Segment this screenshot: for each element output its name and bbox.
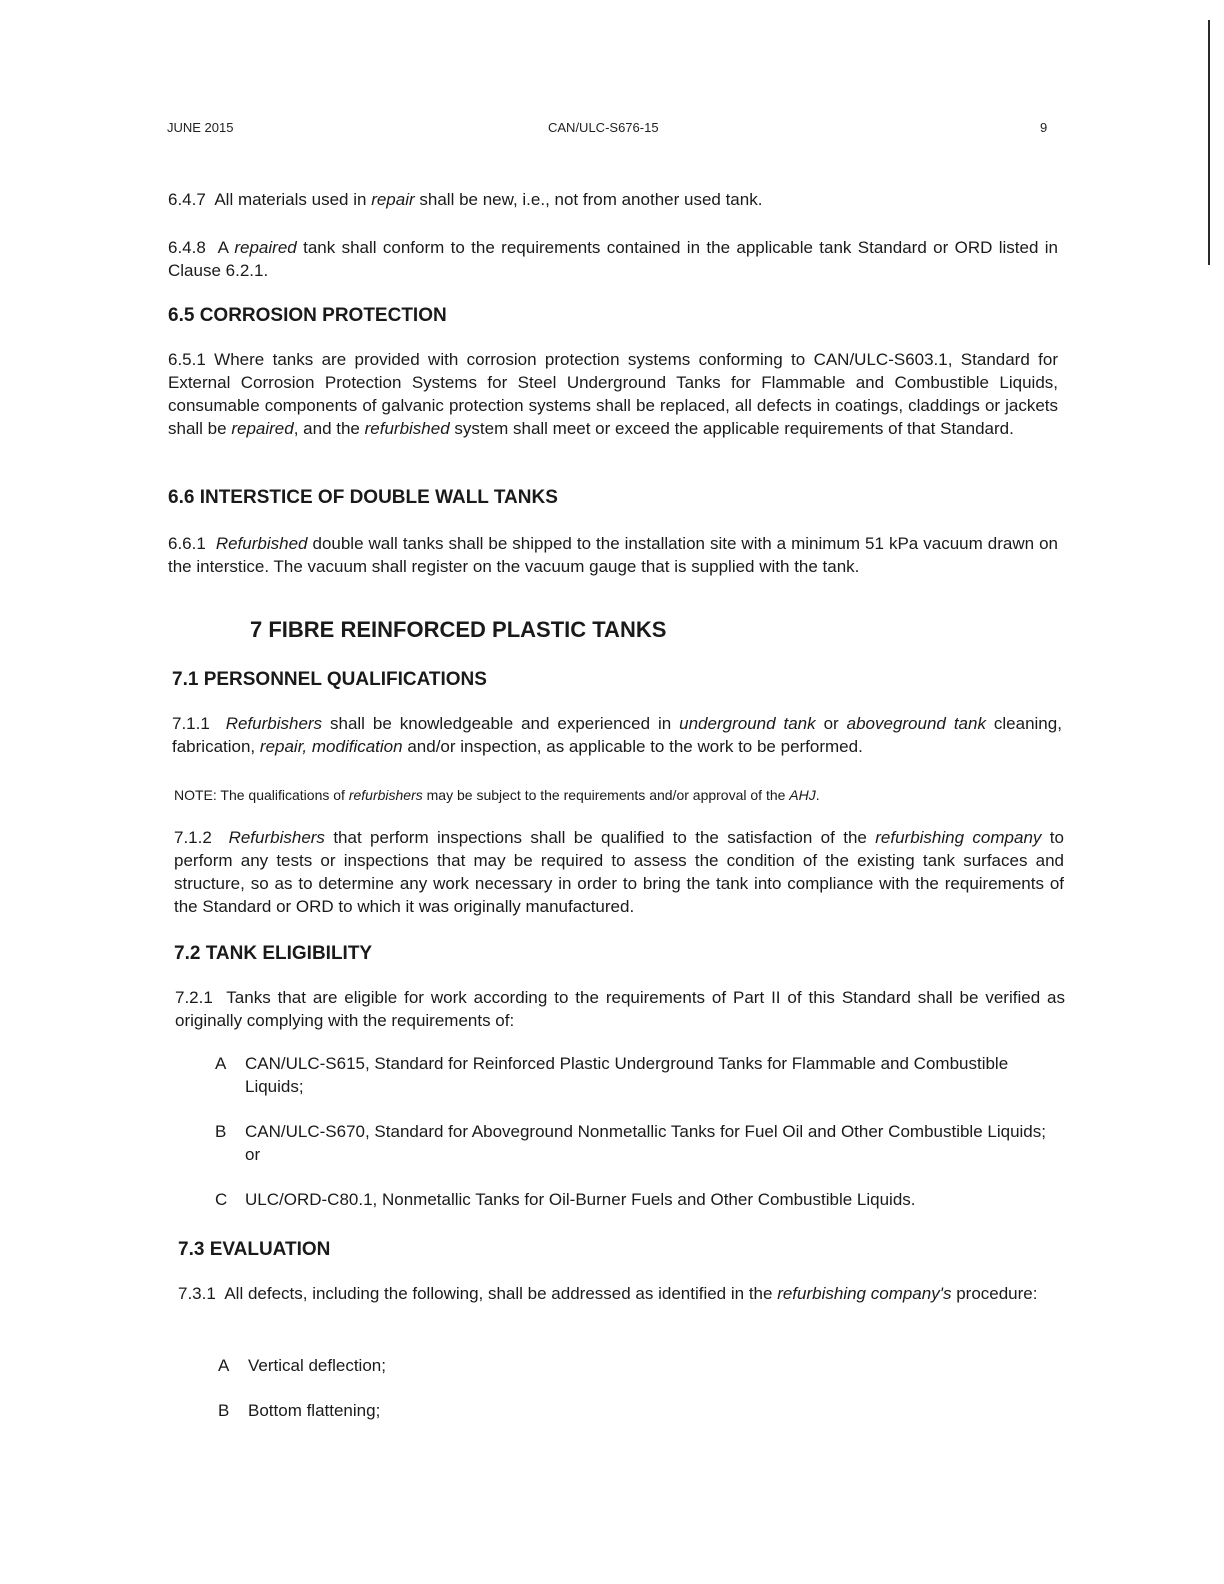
clause-7-1-2: 7.1.2 Refurbishers that perform inspections shall be qualified to the satisfaction of the refurbishing company to perform any tests or inspections that may be required to assess the condition of the existing tank surfaces and structure, so as to determine any work necessary in order to bring the tank into compliance with the requirements of the Standard or ORD to which it was originally manufactured. [174, 828, 1064, 916]
scan-edge-line [1208, 20, 1210, 265]
clause-6-4-8: 6.4.8 A repaired tank shall conform to the requirements contained in the applicable tank Standard or ORD listed in Clause 6.2.1. [168, 238, 1058, 280]
clause-7-2-1: 7.2.1 Tanks that are eligible for work according to the requirements of Part II of this Standard shall be verified as originally complying with the requirements of: [175, 988, 1066, 1030]
list-item: B Bottom flattening; [218, 1401, 381, 1420]
note-7-1: NOTE: The qualifications of refurbishers may be subject to the requirements and/or approval of the AHJ. [174, 787, 820, 803]
section-heading-6-6: 6.6 INTERSTICE OF DOUBLE WALL TANKS [168, 487, 558, 508]
clause-7-3-1: 7.3.1 All defects, including the following, shall be addressed as identified in the refurbishing company's procedure: [178, 1284, 1038, 1303]
section-heading-7-3: 7.3 EVALUATION [178, 1239, 331, 1260]
clause-6-6-1: 6.6.1 Refurbished double wall tanks shall be shipped to the installation site with a minimum 51 kPa vacuum drawn on the interstice. The vacuum shall register on the vacuum gauge that is supplied with the tank. [168, 534, 1058, 576]
section-heading-7-1: 7.1 PERSONNEL QUALIFICATIONS [172, 669, 487, 690]
list-item: A Vertical deflection; [218, 1356, 386, 1375]
clause-6-4-7: 6.4.7 All materials used in repair shall be new, i.e., not from another used tank. [168, 190, 763, 209]
clause-6-5-1: 6.5.1 Where tanks are provided with corrosion protection systems conforming to CAN/ULC-S603.1, Standard for External Corrosion Protection Systems for Steel Underground Tanks for Flammable and Combustible Liquids, consumable components of galvanic protection systems shall be replaced, all defects in coatings, claddings or jackets shall be repaired, and the refurbished system shall meet or exceed the applicable requirements of that Standard. [168, 350, 1058, 438]
list-item: C ULC/ORD-C80.1, Nonmetallic Tanks for Oil-Burner Fuels and Other Combustible Liquids. [215, 1190, 916, 1209]
header-date: JUNE 2015 [167, 120, 234, 135]
list-item: B CAN/ULC-S670, Standard for Aboveground Nonmetallic Tanks for Fuel Oil and Other Combustible Liquids; or [215, 1122, 1046, 1164]
list-7-2-1 [175, 1052, 1065, 1211]
header-standard: CAN/ULC-S676-15 [548, 120, 659, 135]
chapter-heading-7: 7 FIBRE REINFORCED PLASTIC TANKS [250, 617, 667, 642]
list-item: A CAN/ULC-S615, Standard for Reinforced Plastic Underground Tanks for Flammable and Combustible Liquids; [215, 1054, 1009, 1096]
list-7-3-1 [178, 1354, 1068, 1422]
section-heading-6-5: 6.5 CORROSION PROTECTION [168, 305, 447, 326]
section-heading-7-2: 7.2 TANK ELIGIBILITY [174, 943, 373, 964]
header-page-number: 9 [1040, 120, 1048, 135]
clause-7-1-1: 7.1.1 Refurbishers shall be knowledgeable and experienced in underground tank or aboveground tank cleaning, fabrication, repair, modification and/or inspection, as applicable to the work to be performed. [172, 714, 1062, 756]
